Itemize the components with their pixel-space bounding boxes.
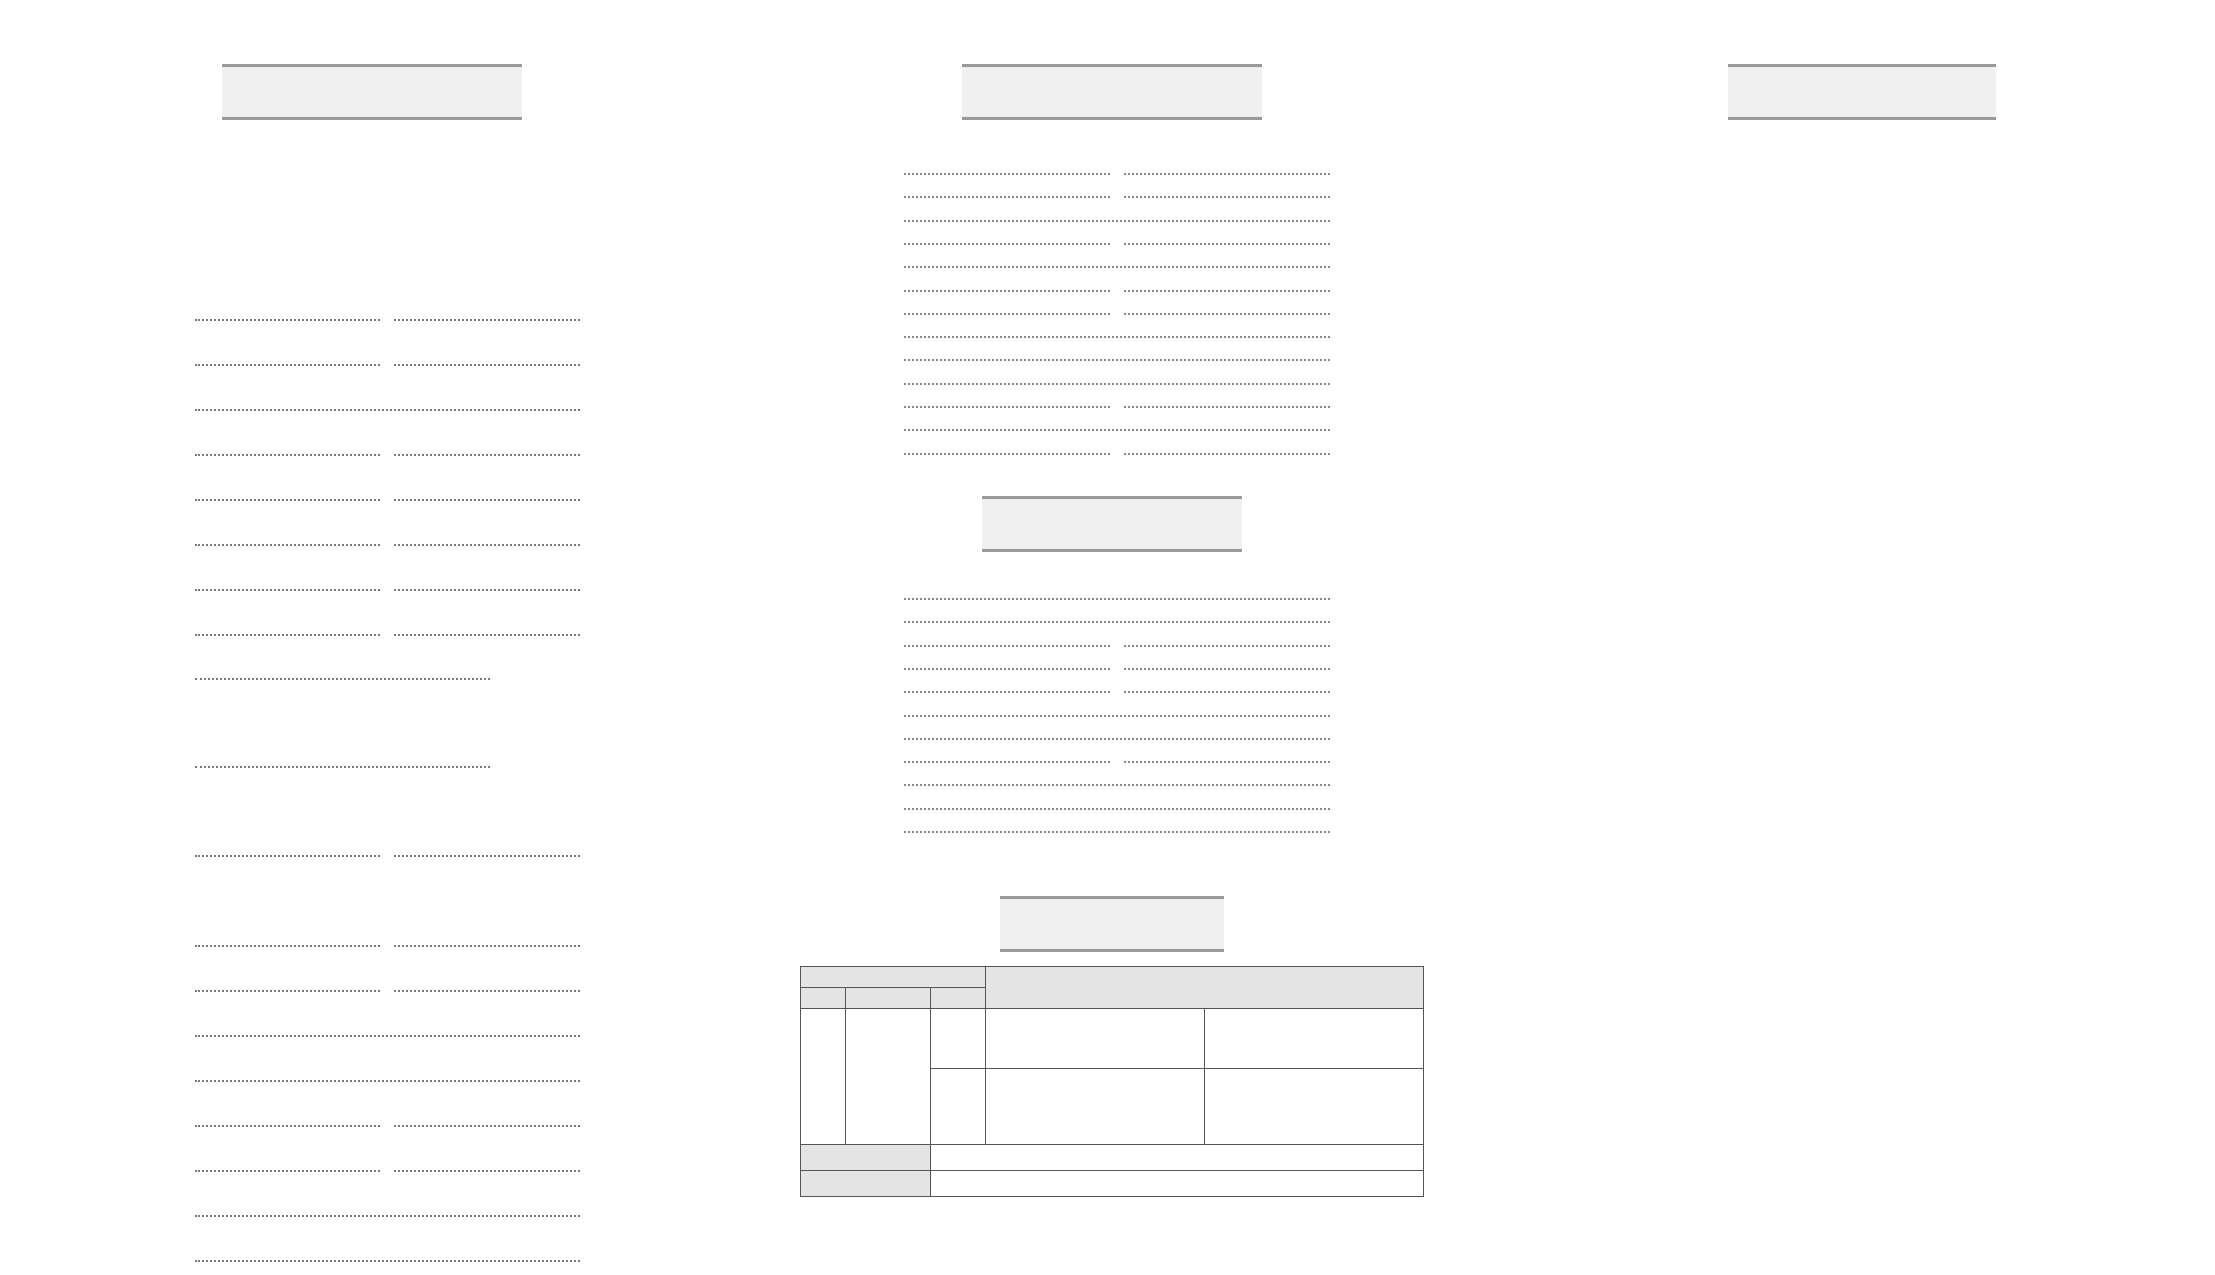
afternoon-worship-title bbox=[962, 64, 1262, 120]
order-row bbox=[800, 394, 1420, 417]
dot-leader bbox=[904, 429, 1330, 431]
th-guide bbox=[846, 988, 931, 1009]
afternoon-worship-column bbox=[740, 0, 1480, 1240]
order-row bbox=[800, 184, 1420, 207]
order-detail bbox=[1112, 750, 1122, 770]
table-service-1 bbox=[931, 1009, 986, 1069]
order-row bbox=[800, 656, 1420, 679]
order-row bbox=[800, 679, 1420, 702]
dot-leader bbox=[904, 621, 1330, 623]
table-next-prayer-value bbox=[931, 1145, 1424, 1171]
order-detail bbox=[382, 533, 394, 555]
order-row bbox=[40, 349, 680, 379]
sunday-worship-column bbox=[0, 0, 740, 1240]
order-row bbox=[800, 161, 1420, 184]
order-row bbox=[40, 529, 680, 559]
order-row-prayer bbox=[40, 663, 680, 693]
dot-leader bbox=[904, 808, 1330, 810]
order-row bbox=[800, 417, 1420, 440]
order-detail bbox=[382, 1159, 394, 1181]
order-row bbox=[800, 347, 1420, 370]
order-row-sermon bbox=[40, 840, 680, 870]
order-detail bbox=[382, 488, 394, 510]
order-row bbox=[800, 278, 1420, 301]
order-row bbox=[40, 394, 680, 424]
order-row bbox=[40, 930, 680, 960]
order-row bbox=[800, 441, 1420, 464]
dot-leader bbox=[904, 598, 1330, 600]
order-detail bbox=[382, 623, 394, 645]
dot-leader bbox=[904, 738, 1330, 740]
dot-leader bbox=[195, 409, 580, 411]
order-row bbox=[800, 301, 1420, 324]
order-detail bbox=[382, 443, 394, 465]
order-detail bbox=[382, 1114, 394, 1136]
order-detail bbox=[1112, 395, 1122, 415]
order-detail bbox=[1112, 185, 1122, 205]
dot-leader bbox=[904, 715, 1330, 717]
order-detail bbox=[382, 578, 394, 600]
table-s2-right bbox=[1205, 1069, 1424, 1145]
dot-leader bbox=[195, 1215, 580, 1217]
order-row bbox=[40, 1110, 680, 1140]
order-row bbox=[800, 772, 1420, 795]
table-meal-value bbox=[931, 1171, 1424, 1197]
sunday-worship-title bbox=[222, 64, 522, 120]
order-row bbox=[40, 619, 680, 649]
order-row bbox=[800, 703, 1420, 726]
order-detail bbox=[1112, 302, 1122, 322]
order-row-praise bbox=[40, 751, 680, 781]
order-detail bbox=[1112, 232, 1122, 252]
dot-leader bbox=[195, 1080, 580, 1082]
order-row bbox=[40, 1065, 680, 1095]
dot-leader bbox=[904, 359, 1330, 361]
th-service bbox=[931, 988, 986, 1009]
church-news-title bbox=[1728, 64, 1996, 120]
dot-leader bbox=[904, 831, 1330, 833]
order-detail bbox=[1112, 657, 1122, 677]
order-row bbox=[40, 1200, 680, 1230]
order-detail bbox=[1112, 442, 1122, 462]
order-row bbox=[40, 1020, 680, 1050]
order-row bbox=[40, 439, 680, 469]
order-detail bbox=[382, 979, 394, 1001]
table-s1-left bbox=[986, 1009, 1205, 1069]
table-guide bbox=[846, 1009, 931, 1145]
order-row bbox=[800, 324, 1420, 347]
th-group bbox=[801, 967, 986, 988]
order-row bbox=[800, 586, 1420, 609]
th-month bbox=[801, 988, 846, 1009]
order-row bbox=[800, 371, 1420, 394]
dot-leader bbox=[904, 266, 1330, 268]
order-detail bbox=[382, 353, 394, 375]
order-row bbox=[800, 254, 1420, 277]
order-row bbox=[800, 633, 1420, 656]
dot-leader bbox=[904, 383, 1330, 385]
order-row bbox=[800, 726, 1420, 749]
table-s1-right bbox=[1205, 1009, 1424, 1069]
order-row bbox=[800, 796, 1420, 819]
order-row bbox=[40, 574, 680, 604]
service-committee-title bbox=[1000, 896, 1224, 952]
order-row bbox=[800, 819, 1420, 842]
sermon-scripture bbox=[382, 844, 394, 866]
dot-leader bbox=[904, 784, 1330, 786]
order-detail bbox=[1112, 162, 1122, 182]
order-row bbox=[800, 749, 1420, 772]
order-row bbox=[40, 1155, 680, 1185]
order-row bbox=[40, 1245, 680, 1275]
order-detail bbox=[1112, 279, 1122, 299]
order-detail bbox=[382, 934, 394, 956]
order-detail bbox=[1112, 680, 1122, 700]
table-meal-label bbox=[801, 1171, 931, 1197]
order-detail bbox=[1112, 634, 1122, 654]
table-s2-left bbox=[986, 1069, 1205, 1145]
order-row bbox=[800, 231, 1420, 254]
order-row bbox=[800, 609, 1420, 632]
dot-leader bbox=[195, 1260, 580, 1262]
dot-leader bbox=[904, 220, 1330, 222]
table-month bbox=[801, 1009, 846, 1145]
service-committee-table bbox=[800, 966, 1424, 1197]
table-next-prayer-label bbox=[801, 1145, 931, 1171]
th-member bbox=[986, 967, 1424, 1009]
order-row bbox=[40, 484, 680, 514]
order-row bbox=[40, 304, 680, 334]
order-detail bbox=[382, 308, 394, 330]
church-news-column bbox=[1525, 0, 2215, 1240]
dot-leader bbox=[195, 1035, 580, 1037]
table-service-2 bbox=[931, 1069, 986, 1145]
wednesday-prayer-title bbox=[982, 496, 1242, 552]
order-row bbox=[40, 975, 680, 1005]
order-row bbox=[800, 208, 1420, 231]
dot-leader bbox=[904, 336, 1330, 338]
